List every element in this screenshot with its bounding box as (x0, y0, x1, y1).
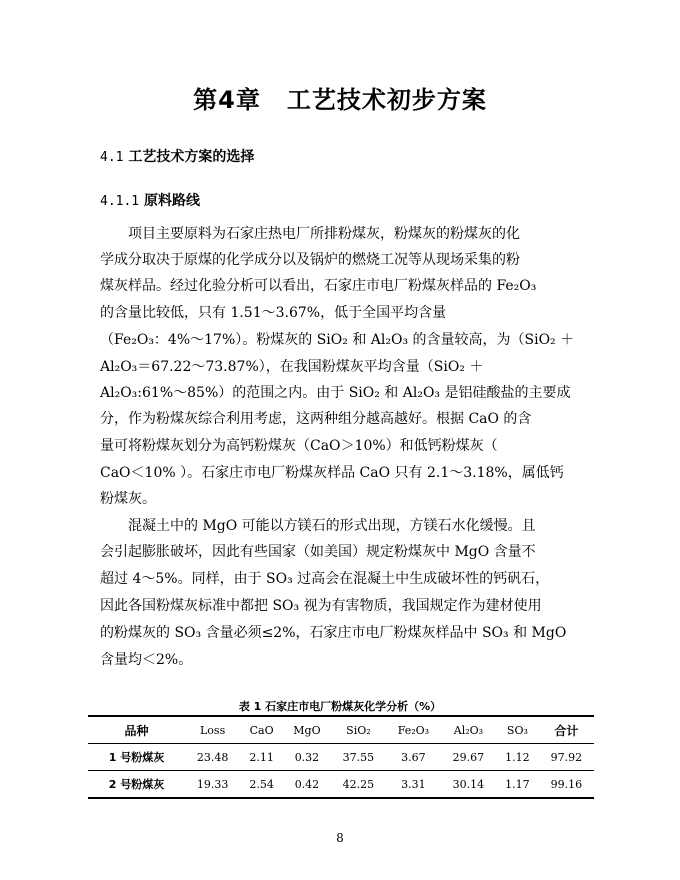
table-cell: 19.33 (185, 771, 240, 799)
subsection-title: 原料路线 (144, 193, 201, 209)
table-cell: 30.14 (441, 771, 496, 799)
column-header: MgO (283, 716, 331, 744)
text-line: 学成分取决于原煤的化学成分以及锅炉的燃烧工况等从现场采集的粉 (100, 252, 520, 268)
text-line: 的粉煤灰的 SO₃ 含量必须≤2%，石家庄市电厂粉煤灰样品中 SO₃ 和 MgO (100, 625, 567, 641)
subsection-heading (100, 190, 200, 210)
column-header: 品种 (88, 716, 185, 744)
table-cell: 1.12 (496, 744, 539, 771)
chemical-analysis-table (88, 715, 594, 799)
table-header-row (88, 716, 594, 744)
column-header: Al₂O₃ (441, 716, 496, 744)
table-cell: 0.32 (283, 744, 331, 771)
table-cell: 1.17 (496, 771, 539, 799)
text-line: 混凝土中的 MgO 可能以方镁石的形式出现，方镁石水化缓慢。且 (128, 518, 536, 534)
text-line: Al₂O₃＝67.22～73.87%），在我国粉煤灰平均含量（SiO₂ ＋ (100, 359, 484, 375)
chapter-title: 工艺技术初步方案 (286, 86, 487, 114)
text-line: 量可将粉煤灰划分为高钙粉煤灰（CaO＞10%）和低钙粉煤灰（ (100, 438, 498, 454)
text-line: Al₂O₃:61%～85%）的范围之内。由于 SiO₂ 和 Al₂O₃ 是铝硅酸盐的主要成 (100, 385, 571, 401)
column-header: CaO (240, 716, 283, 744)
table-cell: 37.55 (331, 744, 386, 771)
page-number: 8 (336, 831, 344, 845)
chapter-heading (0, 80, 680, 115)
text-line: 项目主要原料为石家庄热电厂所排粉煤灰，粉煤灰的粉煤灰的化 (128, 226, 520, 242)
table-cell: 2.54 (240, 771, 283, 799)
section-heading (100, 146, 254, 166)
subsection-number: 4.1.1 (100, 194, 140, 209)
text-line: 因此各国粉煤灰标准中都把 SO₃ 视为有害物质，我国规定作为建材使用 (100, 598, 542, 614)
column-header: SiO₂ (331, 716, 386, 744)
table-row (88, 771, 594, 799)
text-line: 粉煤灰。 (100, 491, 156, 507)
table-cell: 42.25 (331, 771, 386, 799)
table-cell: 29.67 (441, 744, 496, 771)
row-label: 2 号粉煤灰 (88, 771, 185, 799)
text-line: 的含量比较低，只有 1.51～3.67%，低于全国平均含量 (100, 305, 447, 321)
text-line: （Fe₂O₃：4%～17%）。粉煤灰的 SiO₂ 和 Al₂O₃ 的含量较高，为（SiO₂ ＋ (100, 332, 575, 348)
text-line: 含量均＜2%。 (100, 652, 193, 668)
column-header: Loss (185, 716, 240, 744)
table-caption: 表 1 石家庄市电厂粉煤灰化学分析（%） (238, 700, 442, 713)
column-header: Fe₂O₃ (386, 716, 441, 744)
text-line: CaO＜10% ）。石家庄市电厂粉煤灰样品 CaO 只有 2.1～3.18%，属低钙 (100, 465, 564, 481)
table-row (88, 744, 594, 771)
section-title: 工艺技术方案的选择 (128, 149, 255, 165)
chapter-number: 第4章 (193, 86, 261, 114)
section-number: 4.1 (100, 150, 124, 165)
column-header: 合计 (539, 716, 594, 744)
table-cell: 2.11 (240, 744, 283, 771)
row-label: 1 号粉煤灰 (88, 744, 185, 771)
text-line: 分，作为粉煤灰综合利用考虑，这两种组分越高越好。根据 CaO 的含 (100, 411, 532, 427)
table-cell: 3.67 (386, 744, 441, 771)
text-line: 会引起膨胀破坏，因此有些国家（如美国）规定粉煤灰中 MgO 含量不 (100, 544, 536, 560)
table-cell: 0.42 (283, 771, 331, 799)
text-line: 煤灰样品。经过化验分析可以看出，石家庄市电厂粉煤灰样品的 Fe₂O₃ (100, 278, 537, 294)
table-cell: 23.48 (185, 744, 240, 771)
column-header: SO₃ (496, 716, 539, 744)
table-cell: 99.16 (539, 771, 594, 799)
table-cell: 3.31 (386, 771, 441, 799)
table-cell: 97.92 (539, 744, 594, 771)
text-line: 超过 4～5%。同样，由于 SO₃ 过高会在混凝土中生成破坏性的钙矾石， (100, 571, 550, 587)
